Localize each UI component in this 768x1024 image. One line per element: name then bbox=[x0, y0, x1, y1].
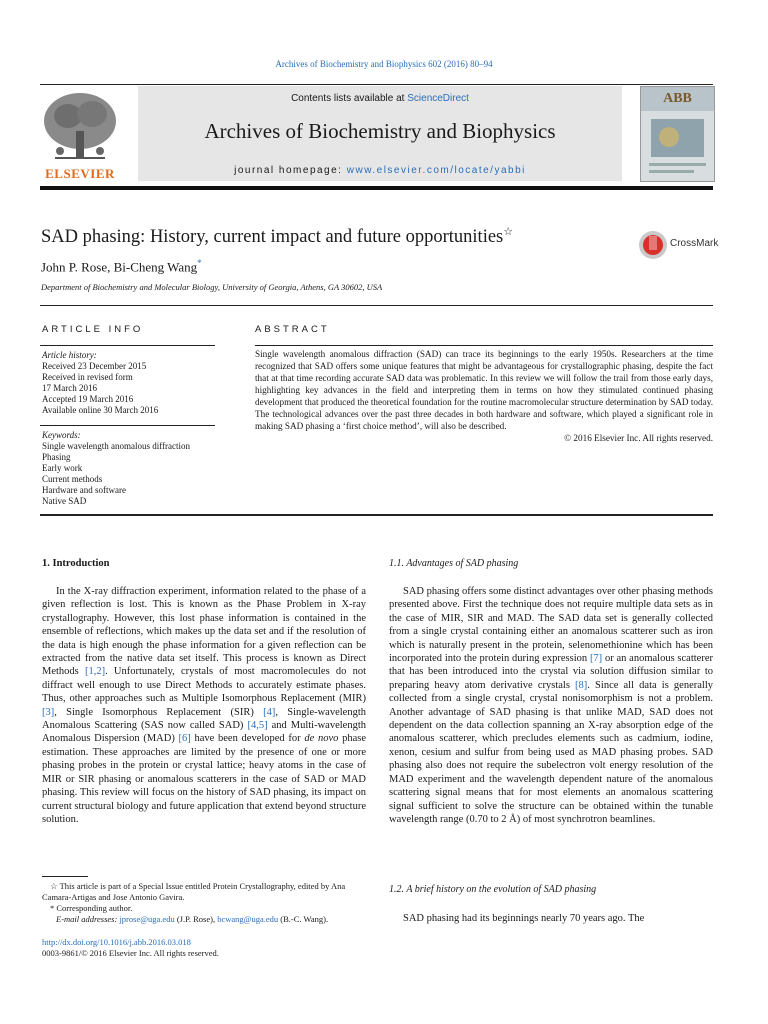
footnote-rule bbox=[42, 876, 88, 877]
text-run: , Single-wavelength Anomalous Scattering (SAS now called SAD) bbox=[42, 706, 366, 732]
section-1-1-paragraph bbox=[389, 585, 713, 826]
email-link-rose[interactable]: jprose@uga.edu bbox=[119, 914, 175, 924]
keyword: Native SAD bbox=[42, 496, 87, 506]
section-1-2-paragraph: SAD phasing had its beginnings nearly 70 years ago. The bbox=[403, 913, 645, 924]
text-run: In the X-ray diffraction experiment, information related to the phase of a given reflection is lost. This is known as the Phase Problem in X-ray crystallography. However, this lost phase information is contained in the ensemble of reflections, which makes up the data set and if the resolution of the data is high enough the phase information for a given reflection can be extracted from the native data set itself. This process is known as Direct Methods bbox=[42, 586, 366, 678]
history-line: 17 March 2016 bbox=[42, 383, 97, 393]
italic-term: de novo bbox=[304, 733, 339, 745]
history-line: Received 23 December 2015 bbox=[42, 361, 147, 371]
section-1-1-body bbox=[389, 585, 713, 826]
text-run: . Unfortunately, crystals of most macromolecules do not diffract well enough to use Direct Methods to accurately estimate phases. Thus, other approaches such as Multiple Isomorphous Replacement (MIR) bbox=[42, 666, 366, 705]
contents-prefix: Contents lists available at bbox=[291, 93, 408, 104]
contents-line bbox=[138, 93, 622, 104]
article-title bbox=[41, 225, 513, 248]
front-matter-rule bbox=[40, 514, 713, 516]
section-1-1-heading: 1.1. Advantages of SAD phasing bbox=[389, 558, 519, 569]
article-info-heading: ARTICLE INFO bbox=[42, 324, 144, 335]
elsevier-wordmark: ELSEVIER bbox=[45, 166, 115, 181]
journal-citation: Archives of Biochemistry and Biophysics 602 (2016) 80–94 bbox=[275, 59, 493, 69]
elsevier-logo[interactable] bbox=[40, 86, 120, 181]
keyword: Phasing bbox=[42, 452, 71, 462]
email-name-rose: (J.P. Rose), bbox=[174, 914, 218, 924]
journal-homepage bbox=[138, 165, 622, 176]
abstract-rule bbox=[255, 345, 713, 346]
section-1-2-heading: 1.2. A brief history on the evolution of SAD phasing bbox=[389, 884, 597, 895]
crossmark-label: CrossMark bbox=[670, 238, 719, 249]
title-rule bbox=[40, 305, 713, 306]
keyword: Single wavelength anomalous diffraction bbox=[42, 441, 191, 451]
text-run: phase estimation. These approaches are limited by the presence of one or more phasing probes in the protein or crystal lattice; heavy atoms in the case of MIR or SIR phasing or anomalous scatterers in the case of SAD or MAD phasing. This review will focus on the history of SAD phasing, its impact on current structural biology and future application that extend beyond structure solution. bbox=[42, 733, 366, 825]
history-line: Available online 30 March 2016 bbox=[42, 405, 159, 415]
abstract-text: Single wavelength anomalous diffraction (SAD) can trace its beginnings to the early 1950s. Researchers at the time recognized that SAD offers some unique features that might be advantageous for crystallographic phasing, despite the fact that at that time recording accurate SAD data was problematic. In this review we will follow the trail from those early days, highlighting key advances in the field and interpreting them in terms on how they stimulated continued phasing development that produced the theoretical foundation for the routine macromolecular structure determination by SAD today. The technological advances over the past three decades in both hardware and software, which played a significant role in making SAD phasing a ‘first choice method’, will also be described. bbox=[255, 349, 713, 431]
cover-title: ABB bbox=[663, 91, 692, 106]
doi-link[interactable]: http://dx.doi.org/10.1016/j.abb.2016.03.018 bbox=[42, 937, 191, 947]
author-list bbox=[41, 258, 202, 275]
history-line: Received in revised form bbox=[42, 372, 133, 382]
sciencedirect-link[interactable]: ScienceDirect bbox=[407, 93, 469, 104]
reference-link[interactable]: [4,5] bbox=[247, 720, 268, 732]
crossmark-icon bbox=[638, 230, 668, 260]
author-footnote-mark[interactable]: * bbox=[197, 258, 202, 268]
journal-title: Archives of Biochemistry and Biophysics bbox=[204, 119, 556, 143]
corresponding-author-note: * Corresponding author. bbox=[50, 903, 133, 913]
history-label: Article history: bbox=[42, 350, 97, 360]
email-label: E-mail addresses: bbox=[56, 914, 120, 924]
issn-line: 0003-9861/© 2016 Elsevier Inc. All rights reserved. bbox=[42, 948, 219, 958]
title-footnote-mark[interactable]: ☆ bbox=[503, 226, 514, 238]
journal-cover[interactable] bbox=[640, 86, 715, 182]
special-issue-note: ☆ This article is part of a Special Issue entitled Protein Crystallography, edited by Ana Camara-Artigas and Jose Antonio Gavira. bbox=[42, 881, 346, 902]
authors-text: John P. Rose, Bi-Cheng Wang bbox=[41, 259, 198, 275]
abstract-heading: ABSTRACT bbox=[255, 324, 330, 335]
introduction-heading: 1. Introduction bbox=[42, 558, 110, 569]
header-rule-bottom bbox=[40, 186, 713, 190]
info-rule-2 bbox=[40, 425, 215, 426]
homepage-link[interactable]: www.elsevier.com/locate/yabbi bbox=[346, 165, 526, 176]
reference-link[interactable]: [1,2] bbox=[84, 666, 106, 678]
email-name-wang: (B.-C. Wang). bbox=[278, 914, 329, 924]
affiliation: Department of Biochemistry and Molecular Biology, University of Georgia, Athens, GA 30602, USA bbox=[41, 282, 383, 292]
abstract-body bbox=[255, 348, 713, 444]
keyword: Current methods bbox=[42, 474, 103, 484]
text-run: . Since all data is generally collected from a single crystal, crystal nonisomorphism is not a problem. Another advantage of SAD phasing is that unlike MAD, SAD does not dependent on the data collection spanning an X-ray absorption edge of the anomalous scatterer, which precludes elements such as cadmium, iodine, xenon, cesium and sulfur from being used as MAD phasing probes. SAD phasing also does not require the subelectron volt energy resolution of the MAD experiment and the wavelength dependent nature of the anomalous scattering signal means that for most elements an anomalous scattering signal sufficient to solve the structure can be obtained within the tunable wavelength range (0.70 to 2 Å) of most synchrotron beamlines. bbox=[389, 679, 713, 825]
email-addresses bbox=[42, 914, 366, 925]
reference-link[interactable]: [8] bbox=[575, 679, 588, 691]
reference-link[interactable]: [4] bbox=[263, 706, 276, 718]
introduction-body bbox=[42, 585, 366, 826]
abstract-copyright: © 2016 Elsevier Inc. All rights reserved. bbox=[564, 433, 713, 443]
article-history bbox=[42, 350, 217, 416]
header-rule-top bbox=[40, 84, 713, 85]
keyword: Hardware and software bbox=[42, 485, 126, 495]
keyword: Early work bbox=[42, 463, 83, 473]
text-run: , Single Isomorphous Replacement (SIR) bbox=[54, 706, 264, 718]
text-run: have been developed for bbox=[190, 733, 305, 745]
reference-link[interactable]: [3] bbox=[42, 706, 55, 718]
history-line: Accepted 19 March 2016 bbox=[42, 394, 134, 404]
reference-link[interactable]: [6] bbox=[178, 733, 191, 745]
homepage-prefix: journal homepage: bbox=[234, 165, 347, 176]
text-run: or an anomalous scatterer that has been introduced into the crystal via solution diffusion similar to preparing heavy atom derivative crystals bbox=[389, 653, 713, 691]
introduction-paragraph bbox=[42, 585, 366, 826]
text-run: SAD phasing offers some distinct advantages over other phasing methods presented above. First the technique does not require multiple data sets as in the case of MIR, SIR and MAD. The SAD data set is generally collected from a single crystal containing either an anomalous scatterer such as iron which is naturally present in the protein, selenomethionine which has been incorporated into the protein during expression bbox=[389, 586, 713, 665]
keywords-label: Keywords: bbox=[42, 430, 81, 440]
reference-link[interactable]: [7] bbox=[589, 653, 603, 665]
keywords bbox=[42, 430, 217, 507]
email-link-wang[interactable]: bcwang@uga.edu bbox=[217, 914, 279, 924]
article-title-text: SAD phasing: History, current impact and future opportunities bbox=[41, 227, 504, 248]
text-run: and Multi-wavelength Anomalous Dispersion (MAD) bbox=[42, 720, 366, 745]
crossmark-badge[interactable] bbox=[638, 230, 728, 260]
section-1-2-body bbox=[389, 912, 713, 925]
info-rule-1 bbox=[40, 345, 215, 346]
footnotes bbox=[42, 881, 366, 925]
